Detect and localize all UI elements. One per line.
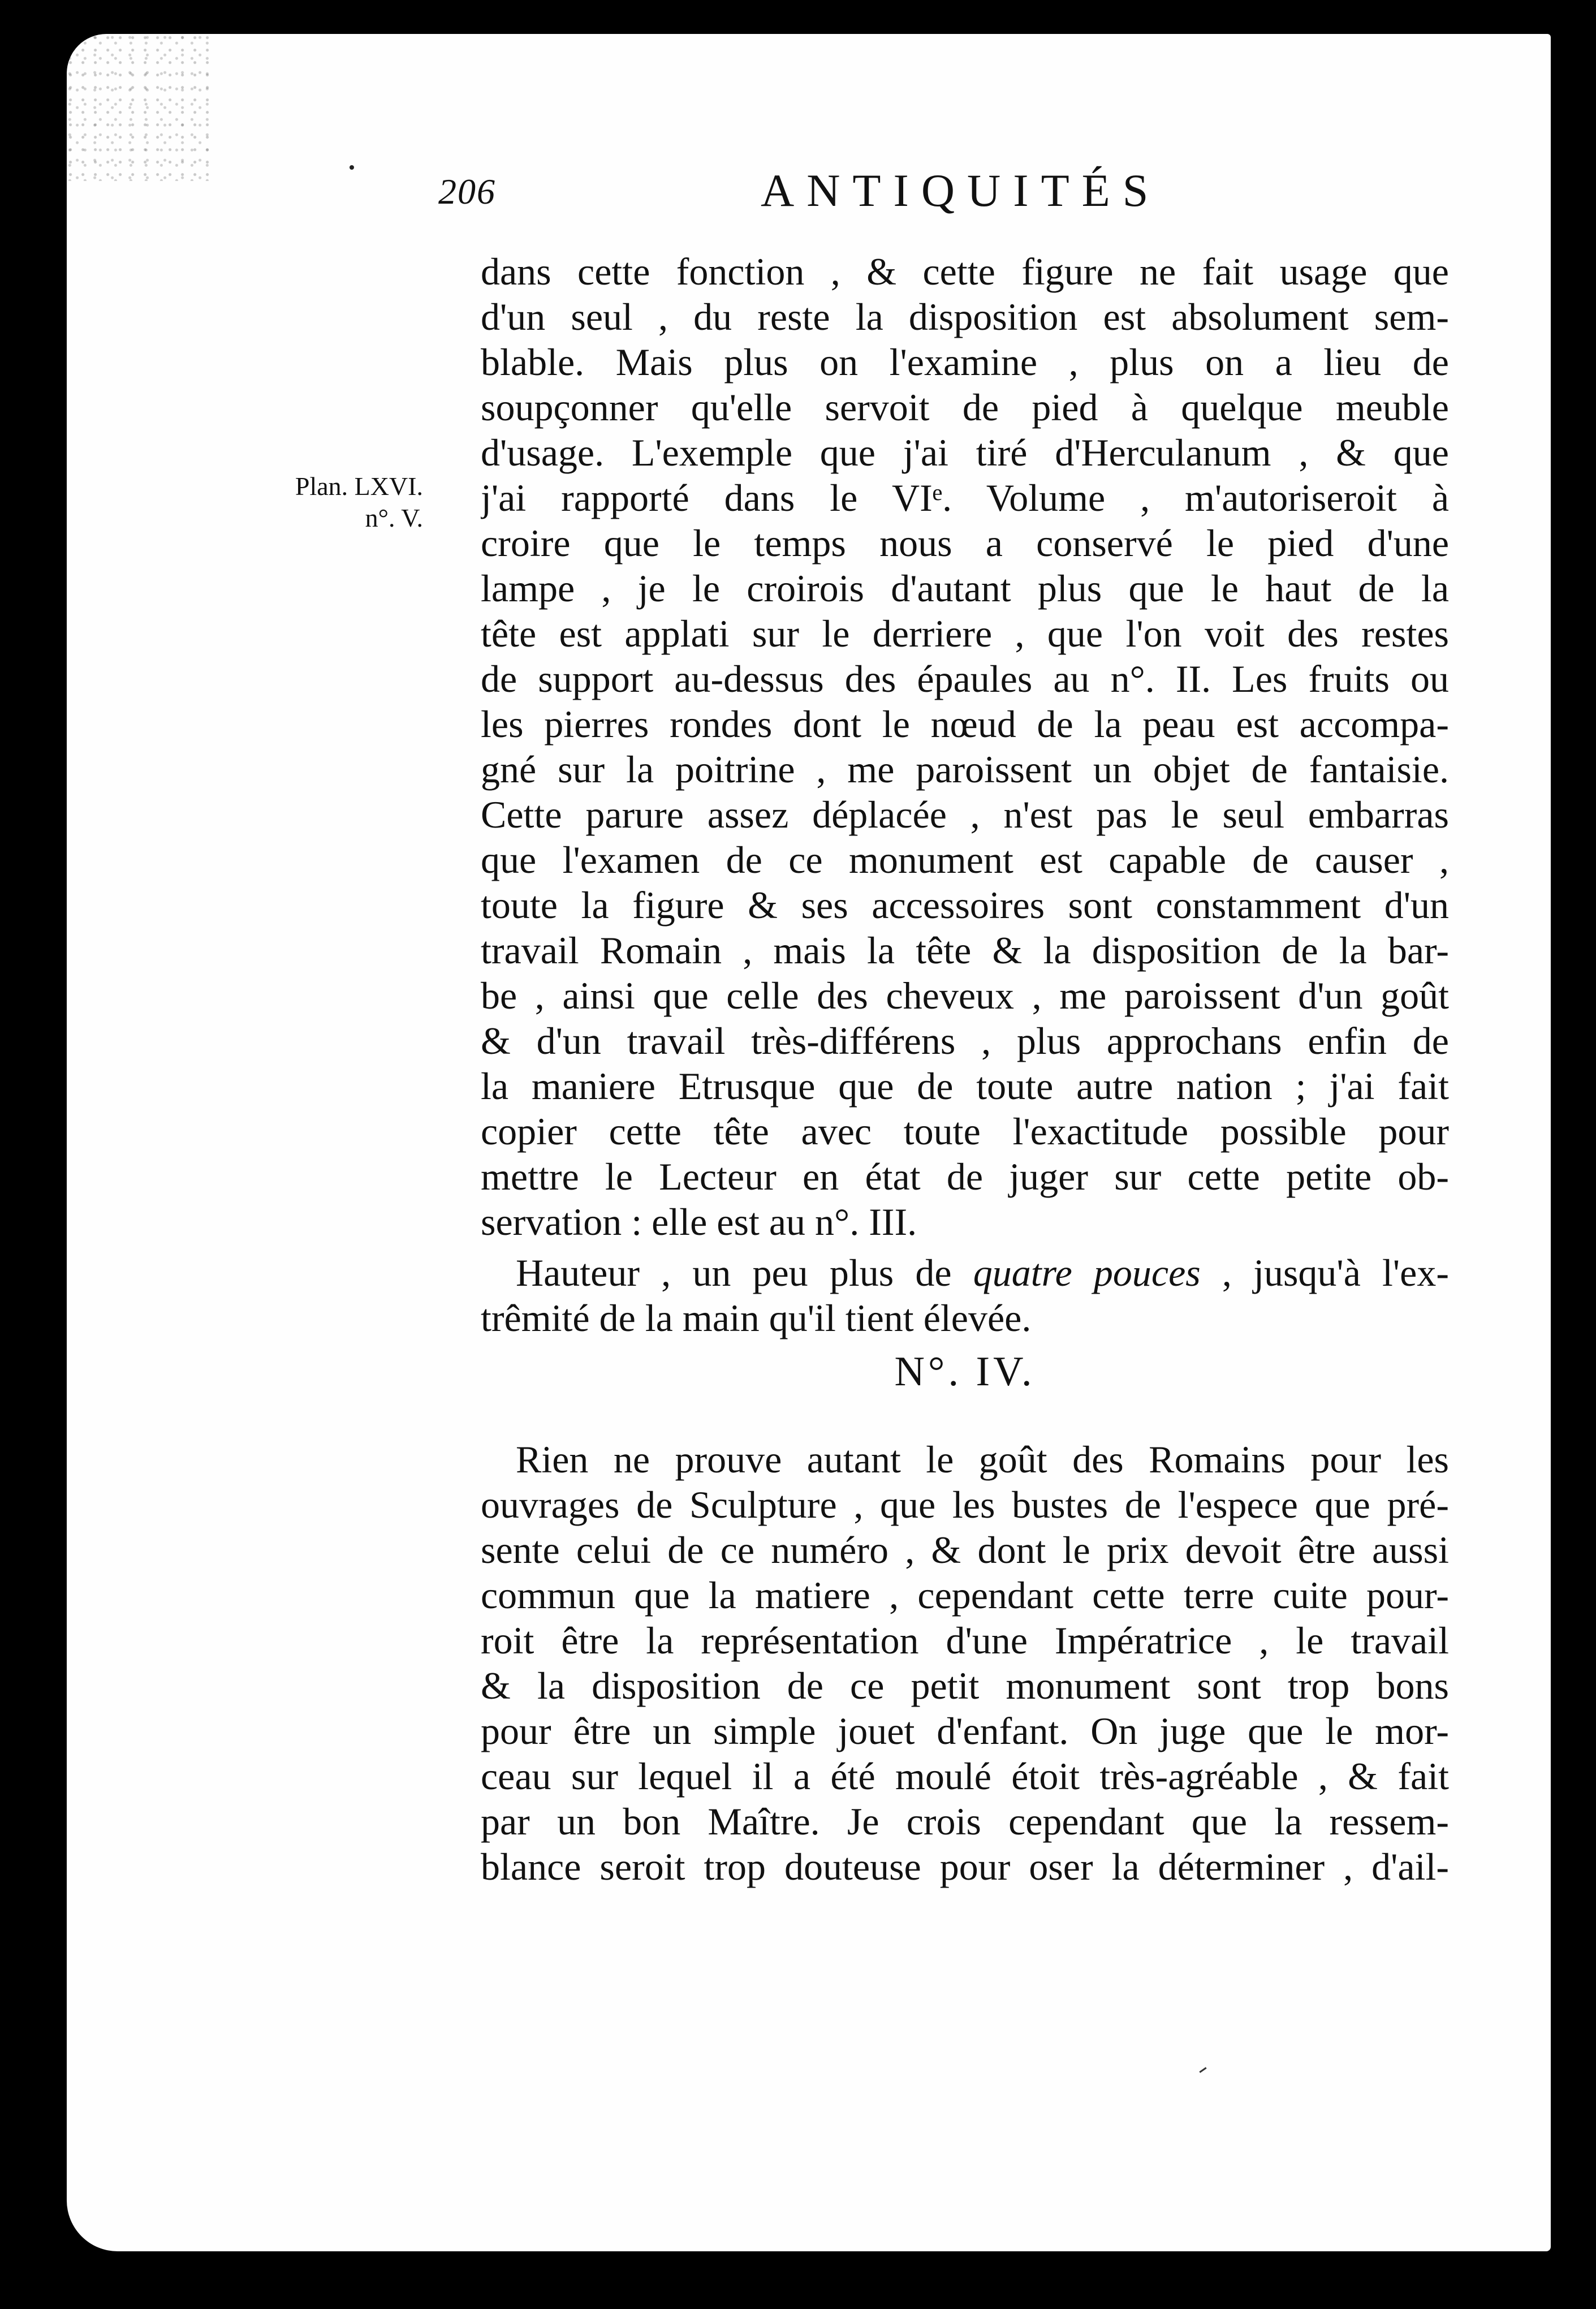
- text-line: pour être un simple jouet d'enfant. On juge que le mor-: [481, 1709, 1449, 1752]
- text-line: mettre le Lecteur en état de juger sur cette petite ob-: [481, 1155, 1449, 1198]
- text-line: croire que le temps nous a conservé le pied d'une: [481, 522, 1449, 565]
- text-line: copier cette tête avec toute l'exactitude possible pour: [481, 1110, 1449, 1153]
- text-line: de support au-dessus des épaules au n°. II. Les fruits ou: [481, 657, 1449, 700]
- height-measure: quatre pouces: [973, 1251, 1201, 1294]
- text-line: dans cette fonction , & cette figure ne fait usage que: [481, 250, 1449, 293]
- text-line: les pierres rondes dont le nœud de la peau est accompa-: [481, 703, 1449, 746]
- text-line: & la disposition de ce petit monument sont trop bons: [481, 1664, 1449, 1707]
- text-line: j'ai rapporté dans le VIᵉ. Volume , m'autoriseroit à: [481, 476, 1449, 519]
- text-line: commun que la matiere , cependant cette terre cuite pour-: [481, 1574, 1449, 1617]
- text-line: la maniere Etrusque que de toute autre nation ; j'ai fait: [481, 1065, 1449, 1108]
- text-line: gné sur la poitrine , me paroissent un objet de fantaisie.: [481, 748, 1449, 791]
- height-text: Hauteur , un peu plus de: [516, 1251, 973, 1294]
- text-line: ceau sur lequel il a été moulé étoit très-agréable , & fait: [481, 1755, 1449, 1798]
- text-line: d'un seul , du reste la disposition est absolument sem-: [481, 295, 1449, 338]
- margin-note-plate: Plan. LXVI.: [295, 472, 423, 501]
- margin-note-number: n°. V.: [365, 503, 423, 532]
- text-line: blance seroit trop douteuse pour oser la déterminer , d'ail-: [481, 1845, 1449, 1888]
- text-line: ouvrages de Sculpture , que les bustes de l'espece que pré-: [481, 1483, 1449, 1526]
- text-line: Rien ne prouve autant le goût des Romains pour les: [516, 1438, 1449, 1481]
- text-line: que l'examen de ce monument est capable de causer ,: [481, 838, 1449, 881]
- page-corner-speckle: [67, 34, 214, 181]
- text-line: be , ainsi que celle des cheveux , me paroissent d'un goût: [481, 974, 1449, 1017]
- margin-note: [236, 471, 423, 534]
- page-header: [438, 164, 1258, 226]
- text-line: sente celui de ce numéro , & dont le prix devoit être aussi: [481, 1528, 1449, 1571]
- text-line: trêmité de la main qu'il tient élevée.: [481, 1296, 1032, 1339]
- text-line: d'usage. L'exemple que j'ai tiré d'Herculanum , & que: [481, 431, 1449, 474]
- ink-dot: [350, 165, 354, 170]
- text-line: tête est applati sur le derriere , que l'on voit des restes: [481, 612, 1449, 655]
- text-line: par un bon Maître. Je crois cependant que la ressem-: [481, 1800, 1449, 1843]
- text-line: roit être la représentation d'une Impératrice , le travail: [481, 1619, 1449, 1662]
- text-line: & d'un travail très-différens , plus approchans enfin de: [481, 1019, 1449, 1062]
- ink-mark: [1199, 2067, 1206, 2073]
- text-line: soupçonner qu'elle servoit de pied à quelque meuble: [481, 386, 1449, 429]
- text-line: travail Romain , mais la tête & la disposition de la bar-: [481, 929, 1449, 972]
- text-line: lampe , je le croirois d'autant plus que le haut de la: [481, 567, 1449, 610]
- running-title: ANTIQUITÉS: [761, 165, 1161, 216]
- text-line: toute la figure & ses accessoires sont constamment d'un: [481, 884, 1449, 927]
- text-line: servation : elle est au n°. III.: [481, 1200, 917, 1243]
- page-number: 206: [438, 171, 496, 212]
- height-text-end: , jusqu'à l'ex-: [1200, 1251, 1449, 1294]
- section-heading: N°. IV.: [894, 1349, 1036, 1395]
- text-line: blable. Mais plus on l'examine , plus on a lieu de: [481, 341, 1449, 384]
- body-text: [481, 249, 1449, 1889]
- height-line: [481, 1250, 1449, 1295]
- text-line: Cette parure assez déplacée , n'est pas le seul embarras: [481, 793, 1449, 836]
